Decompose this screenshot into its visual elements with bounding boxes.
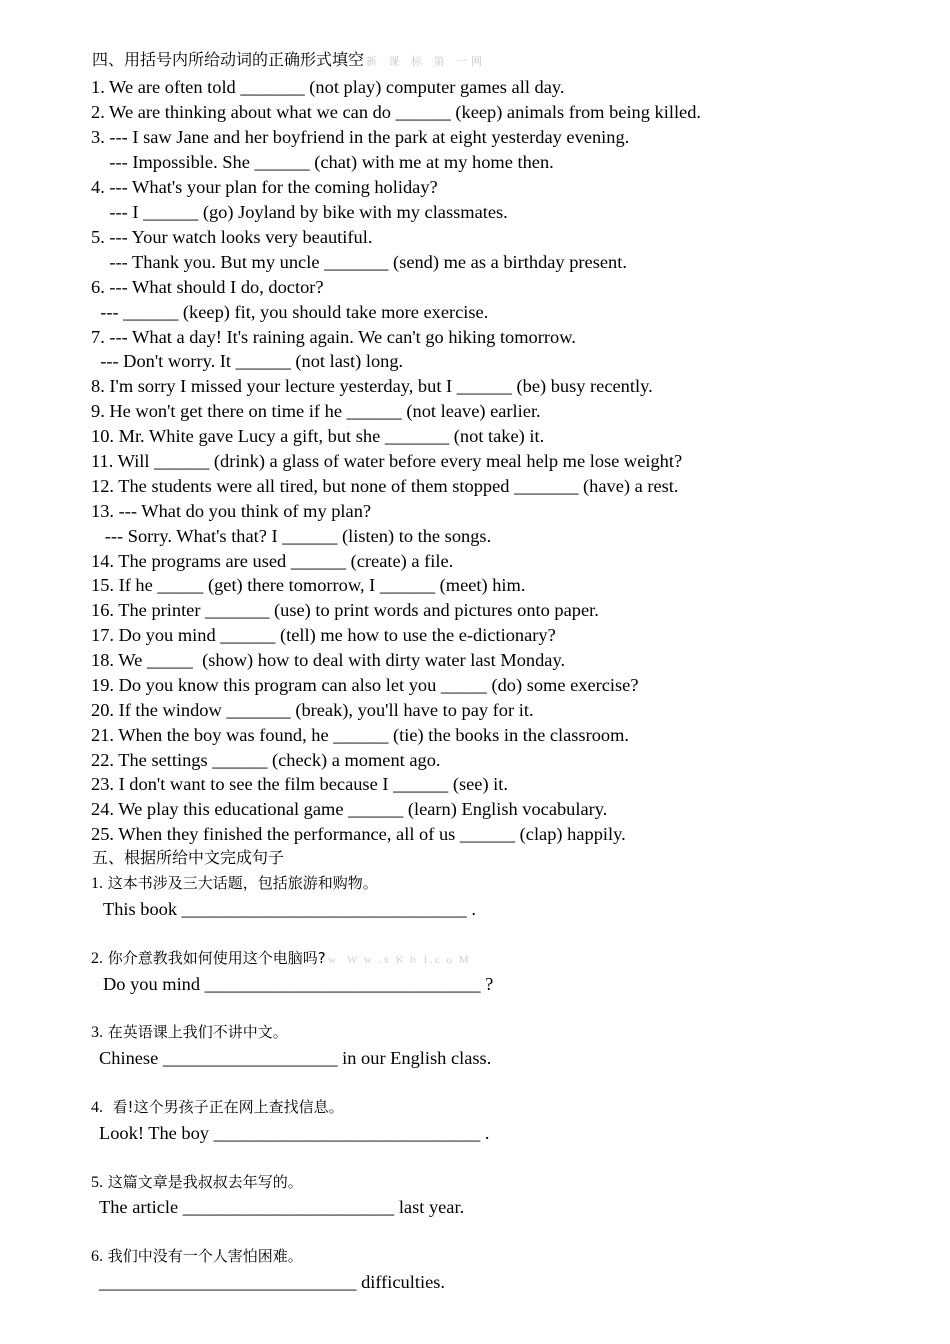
exercise-line: 14. The programs are used ______ (create) a file. <box>91 551 454 571</box>
exercise-line: 15. If he _____ (get) there tomorrow, I ______ (meet) him. <box>91 575 526 595</box>
chinese-prompt <box>91 948 470 970</box>
exercise-line: 2. We are thinking about what we can do ______ (keep) animals from being killed. <box>91 102 702 122</box>
chinese-prompt <box>91 1172 303 1193</box>
exercise-line: 6. --- What should I do, doctor? <box>91 277 324 297</box>
exercise-line: 21. When the boy was found, he ______ (tie) the books in the classroom. <box>91 725 629 745</box>
translation-line: Chinese ___________________ in our English class. <box>99 1048 492 1068</box>
exercise-line: 18. We _____ (show) how to deal with dirty water last Monday. <box>91 650 566 670</box>
exercise-line: 24. We play this educational game ______ (learn) English vocabulary. <box>91 799 608 819</box>
exercise-line: 25. When they finished the performance, all of us ______ (clap) happily. <box>91 824 626 844</box>
exercise-line: 13. --- What do you think of my plan? <box>91 501 372 521</box>
chinese-prompt <box>91 1246 303 1267</box>
chinese-prompt <box>91 873 378 894</box>
exercise-line: 17. Do you mind ______ (tell) me how to use the e-dictionary? <box>91 625 556 645</box>
exercise-line: 3. --- I saw Jane and her boyfriend in the park at eight yesterday evening. <box>91 127 630 147</box>
item-number: 6. <box>91 1248 103 1265</box>
exercise-line: 23. I don't want to see the film because I ______ (see) it. <box>91 774 508 794</box>
exercise-line: 20. If the window _______ (break), you'll have to pay for it. <box>91 700 534 720</box>
exercise-line: 1. We are often told _______ (not play) computer games all day. <box>91 77 565 97</box>
exercise-line: 5. --- Your watch looks very beautiful. <box>91 227 373 247</box>
exercise-line: 10. Mr. White gave Lucy a gift, but she _______ (not take) it. <box>91 426 545 446</box>
exercise-line: --- Don't worry. It ______ (not last) long. <box>91 351 404 371</box>
exercise-line: --- ______ (keep) fit, you should take more exercise. <box>91 302 489 322</box>
translation-line: The article _______________________ last year. <box>99 1197 465 1217</box>
translation-line: Do you mind ______________________________ ? <box>103 974 494 994</box>
item-number: 2. <box>91 950 103 967</box>
chinese-prompt <box>91 1097 344 1118</box>
exercise-line: 9. He won't get there on time if he ______ (not leave) earlier. <box>91 401 541 421</box>
item-number: 5. <box>91 1174 103 1191</box>
exercise-line: 19. Do you know this program can also let you _____ (do) some exercise? <box>91 675 639 695</box>
chinese-text: 看!这个男孩子正在网上查找信息。 <box>107 1098 344 1116</box>
watermark-text: w W w .x K b 1.c o M <box>327 954 471 966</box>
chinese-text: 这篇文章是我叔叔去年写的。 <box>107 1173 303 1191</box>
section-four-heading <box>92 50 486 72</box>
exercise-line: --- Sorry. What's that? I ______ (listen) to the songs. <box>91 526 492 546</box>
item-number: 1. <box>91 875 103 892</box>
translation-line: Look! The boy _____________________________ . <box>99 1123 490 1143</box>
translation-line: This book _______________________________ . <box>103 899 476 919</box>
exercise-line: 8. I'm sorry I missed your lecture yesterday, but I ______ (be) busy recently. <box>91 376 653 396</box>
item-number: 4. <box>91 1099 103 1116</box>
chinese-text: 我们中没有一个人害怕困难。 <box>107 1247 303 1265</box>
watermark-text: 新 课 标 第 一网 <box>366 55 487 68</box>
chinese-prompt <box>91 1022 288 1043</box>
chinese-text: 你介意教我如何使用这个电脑吗? <box>107 949 326 967</box>
exercise-line: --- Thank you. But my uncle _______ (send) me as a birthday present. <box>91 252 627 272</box>
section-four-title: 四、用括号内所给动词的正确形式填空 <box>92 50 365 69</box>
exercise-line: 11. Will ______ (drink) a glass of water before every meal help me lose weight? <box>91 451 683 471</box>
exercise-line: 7. --- What a day! It's raining again. We can't go hiking tomorrow. <box>91 327 576 347</box>
exercise-line: --- I ______ (go) Joyland by bike with my classmates. <box>91 202 508 222</box>
chinese-text: 这本书涉及三大话题，包括旅游和购物。 <box>107 874 378 892</box>
item-number: 3. <box>91 1024 103 1041</box>
exercise-line: 4. --- What's your plan for the coming holiday? <box>91 177 438 197</box>
exercise-line: 16. The printer _______ (use) to print words and pictures onto paper. <box>91 600 599 620</box>
exercise-line: --- Impossible. She ______ (chat) with me at my home then. <box>91 152 554 172</box>
section-five-heading <box>92 848 284 868</box>
section-five-title: 五、根据所给中文完成句子 <box>92 848 285 867</box>
chinese-text: 在英语课上我们不讲中文。 <box>107 1023 288 1041</box>
exercise-line: 22. The settings ______ (check) a moment ago. <box>91 750 441 770</box>
exercise-line: 12. The students were all tired, but none of them stopped _______ (have) a rest. <box>91 476 679 496</box>
translation-line: ____________________________ difficulties. <box>99 1272 446 1292</box>
